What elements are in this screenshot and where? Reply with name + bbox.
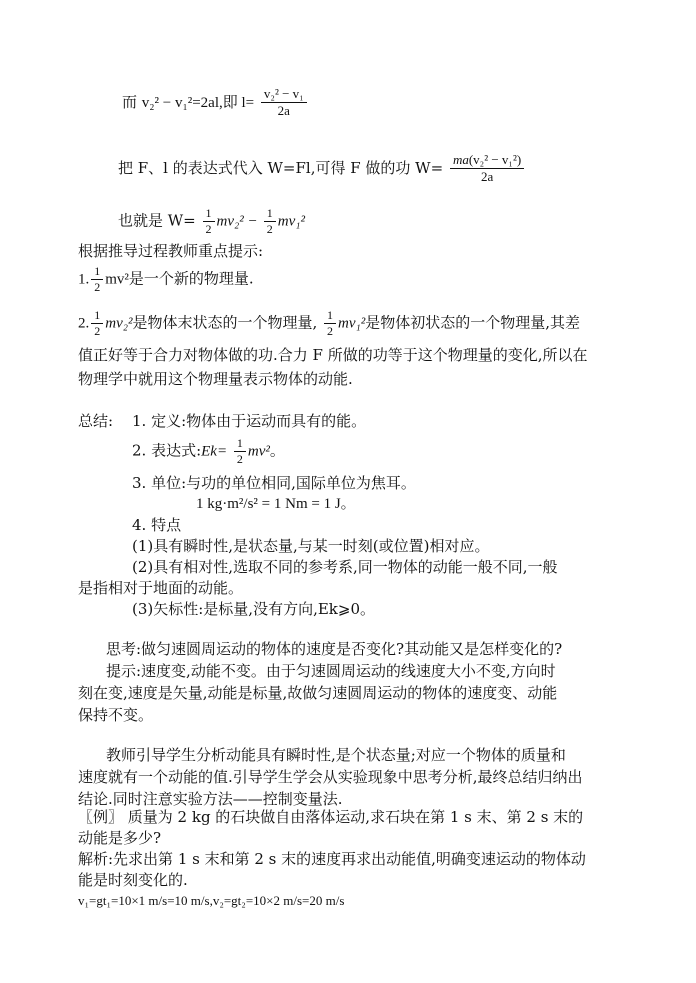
feature-1: (1)具有瞬时性,是状态量,与某一时刻(或位置)相对应。 — [132, 537, 490, 555]
derivation-line-3 — [118, 206, 305, 237]
hint-2-prefix: 2. — [78, 315, 90, 332]
example-line-2: 动能是多少? — [78, 829, 162, 847]
half-den: 2 — [94, 324, 101, 338]
summary-item-2 — [132, 436, 285, 467]
summary-item-3: 3. 单位:与功的单位相同,国际单位为焦耳。 — [132, 474, 416, 492]
derivation-line-2 — [118, 152, 526, 186]
half-num: 1 — [234, 436, 246, 452]
summary-mv: mv² — [247, 443, 270, 460]
fraction-half-h1 — [91, 264, 103, 295]
think-answer-2: 刻在变,速度是矢量,动能是标量,故做匀速圆周运动的物体的速度变、动能 — [78, 684, 558, 702]
hint-2-mv2: mv₂² — [105, 315, 133, 332]
hint-1 — [78, 264, 254, 295]
summary-item-4: 4. 特点 — [132, 516, 182, 534]
hint-1-text: 是一个新的物理量. — [128, 269, 254, 288]
half-den: 2 — [94, 280, 101, 294]
fraction-half-b — [264, 206, 276, 237]
fraction-half-ek — [234, 436, 246, 467]
hint-2-line-3: 物理学中就用这个物理量表示物体的动能. — [78, 370, 353, 388]
half-den: 2 — [205, 222, 212, 236]
hint-2-line-2: 值正好等于合力对物体做的功.合力 F 所做的功等于这个物理量的变化,所以在 — [78, 346, 588, 364]
half-num: 1 — [91, 264, 103, 280]
summary-item-2-end: 。 — [269, 441, 285, 460]
derivation-line2-prefix: 把 F、l 的表达式代入 W=Fl,可得 F 做的功 W= — [118, 158, 444, 177]
half-num: 1 — [324, 308, 336, 324]
solution-line-2: 能是时刻变化的. — [78, 871, 188, 889]
derivation-line-1 — [122, 86, 309, 120]
summary-ek: Ek= — [201, 443, 228, 460]
solution-line-1: 解析:先求出第 1 s 末和第 2 s 末的速度再求出动能值,明确变速运动的物体动 — [78, 850, 586, 868]
summary-item-2-label: 2. 表达式: — [132, 441, 202, 460]
feature-2-line-1: (2)具有相对性,选取不同的参考系,同一物体的动能一般不同,一般 — [132, 558, 558, 576]
fraction-l-numerator: v₂² − v₁ — [261, 86, 307, 103]
half-den: 2 — [236, 452, 243, 466]
hint-title: 根据推导过程教师重点提示: — [78, 242, 264, 260]
fraction-l-denominator: 2a — [277, 103, 290, 119]
half-num: 1 — [203, 206, 215, 222]
hint-2 — [78, 308, 580, 339]
example-line-1: 〖例〗 质量为 2 kg 的石块做自由落体运动,求石块在第 1 s 末、第 2 s 末的 — [78, 808, 584, 826]
guide-line-1: 教师引导学生分析动能具有瞬时性,是个状态量;对应一个物体的质量和 — [106, 746, 566, 764]
derivation-line3-prefix: 也就是 W= — [118, 211, 196, 230]
think-question: 思考:做匀速圆周运动的物体的速度是否变化?其动能又是怎样变化的? — [106, 640, 563, 658]
fraction-l — [261, 86, 307, 120]
derivation-line1-prefix: 而 — [122, 92, 138, 111]
derivation-line1-eq: =2al,即 l= — [192, 94, 255, 111]
fraction-work-ma: ma — [452, 152, 469, 167]
think-answer-3: 保持不变。 — [78, 706, 154, 724]
half-den: 2 — [327, 324, 334, 338]
minus-sign: − — [248, 213, 257, 230]
hint-1-prefix: 1. — [78, 271, 90, 288]
fraction-work-numerator — [450, 152, 524, 169]
term-mv1sq: mv₁² — [277, 213, 305, 230]
fraction-work — [450, 152, 524, 186]
guide-line-3: 结论.同时注意实验方法——控制变量法. — [78, 790, 343, 808]
feature-2-line-2: 是指相对于地面的动能。 — [78, 579, 244, 597]
fraction-work-paren: (v₂² − v₁²) — [468, 152, 522, 167]
fraction-half-h2b — [324, 308, 336, 339]
term-mv2sq: mv₂² — [216, 213, 244, 230]
guide-line-2: 速度就有一个动能的值.引导学生学会从实验现象中思考分析,最终总结归纳出 — [78, 768, 583, 786]
hint-2-mv1: mv₁² — [338, 315, 366, 332]
fraction-work-denominator: 2a — [480, 169, 494, 185]
feature-3: (3)矢标性:是标量,没有方向,Ek⩾0。 — [132, 600, 375, 618]
solution-equation: v₁=gt₁=10×1 m/s=10 m/s,v₂=gt₂=10×2 m/s=20 m/s — [78, 893, 345, 908]
summary-unit-eq: 1 kg·m²/s² = 1 Nm = 1 J。 — [196, 496, 356, 512]
half-num: 1 — [264, 206, 276, 222]
hint-1-mv: mv² — [105, 271, 129, 288]
derivation-v-diff: v₂² − v₁² — [141, 94, 193, 111]
hint-2-text-a: 是物体末状态的一个物理量, — [132, 313, 318, 332]
summary-label: 总结: — [78, 412, 114, 430]
hint-2-text-b: 是物体初状态的一个物理量,其差 — [365, 313, 580, 332]
fraction-half-h2a — [91, 308, 103, 339]
half-den: 2 — [266, 222, 273, 236]
summary-item-1: 1. 定义:物体由于运动而具有的能。 — [132, 412, 367, 430]
fraction-half-a — [203, 206, 215, 237]
think-answer-1: 提示:速度变,动能不变。由于匀速圆周运动的线速度大小不变,方向时 — [106, 662, 556, 680]
half-num: 1 — [91, 308, 103, 324]
